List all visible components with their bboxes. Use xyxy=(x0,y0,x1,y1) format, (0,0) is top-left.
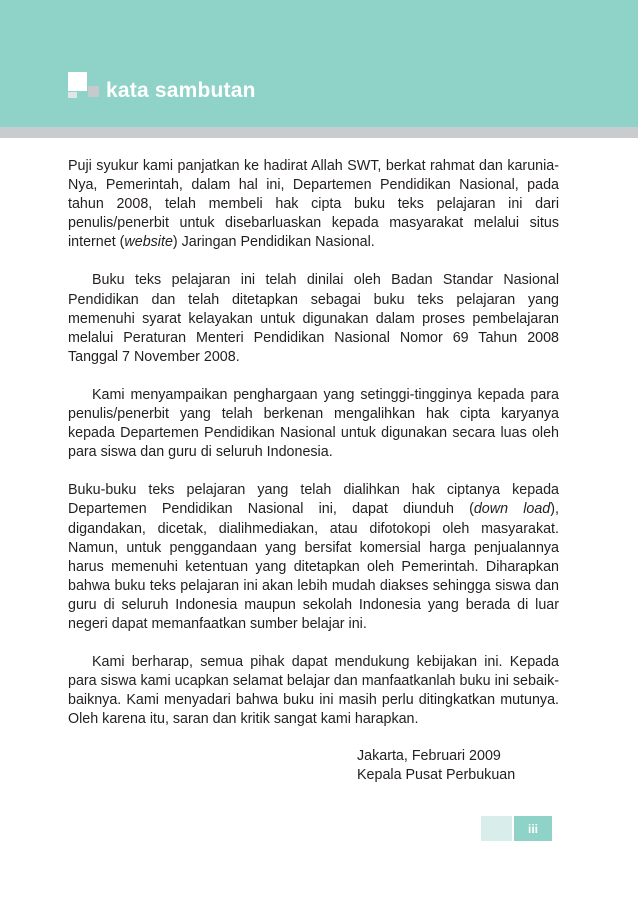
paragraph-1-italic-term: website xyxy=(124,234,173,251)
paragraph-1-text-a: Puji syukur kami panjatkan ke hadirat Allah SWT, berkat rahmat dan karunia-Nya, Pemerintah, dalam hal ini, Departemen Pendidikan Nasional, pada tahun 2008, telah membeli hak cipta buku teks pelajaran ini dari penulis/penerbit untuk disebarluaskan kepada masyarakat melalui situs internet ( xyxy=(68,158,559,251)
paragraph-4 xyxy=(68,481,559,634)
signature-block xyxy=(357,747,515,785)
paragraph-5: Kami berharap, semua pihak dapat mendukung kebijakan ini. Kepada para siswa kami ucapkan selamat belajar dan manfaatkanlah buku ini sebaik-baiknya. Kami menyadari bahwa buku ini masih perlu ditingkatkan mutunya. Oleh karena itu, saran dan kritik sangat kami harapkan. xyxy=(68,654,559,728)
signature-place-date: Jakarta, Februari 2009 xyxy=(357,748,501,764)
decorative-square-grey-icon xyxy=(88,86,99,97)
paragraph-3: Kami menyampaikan penghargaan yang setinggi-tingginya kepada para penulis/penerbit yang telah berkenan mengalihkan hak cipta karyanya kepada Departemen Pendidikan Nasional untuk digunakan secara luas oleh para siswa dan guru di seluruh Indonesia. xyxy=(68,386,559,461)
page-title: kata sambutan xyxy=(106,79,256,102)
header-band xyxy=(0,0,638,127)
paragraph-1-text-b: ) Jaringan Pendidikan Nasional. xyxy=(172,234,375,251)
signature-signer: Kepala Pusat Perbukuan xyxy=(357,767,516,783)
body-text xyxy=(68,157,559,748)
decorative-square-small-icon xyxy=(68,92,77,98)
paragraph-4-text-b: ), digandakan, dicetak, dialihmediakan, atau difotokopi oleh masyarakat. Namun, untuk penggandaan yang bersifat komersial harga penjualannya harus memenuhi ketentuan yang ditetapkan oleh Pemerintah. Diharapkan bahwa buku teks pelajaran ini akan lebih mudah diakses sehingga siswa dan guru di seluruh Indonesia maupun sekolah Indonesia yang berada di luar negeri dapat memanfaatkan sumber belajar ini. xyxy=(68,501,559,632)
page-number: iii xyxy=(514,816,552,841)
paragraph-4-italic-term: down load xyxy=(473,501,551,518)
page-number-tab-light xyxy=(481,816,512,841)
paragraph-1 xyxy=(68,157,559,252)
paragraph-4-text-a: Buku-buku teks pelajaran yang telah dialihkan hak ciptanya kepada Departemen Pendidikan Nasional ini, dapat diunduh ( xyxy=(68,482,559,518)
header-divider-stripe xyxy=(0,127,638,138)
decorative-square-icon xyxy=(68,72,87,91)
paragraph-2: Buku teks pelajaran ini telah dinilai oleh Badan Standar Nasional Pendidikan dan telah ditetapkan sebagai buku teks pelajaran yang memenuhi syarat kelayakan untuk digunakan dalam proses pembelajaran melalui Peraturan Menteri Pendidikan Nasional Nomor 69 Tahun 2008 Tanggal 7 November 2008. xyxy=(68,272,559,365)
